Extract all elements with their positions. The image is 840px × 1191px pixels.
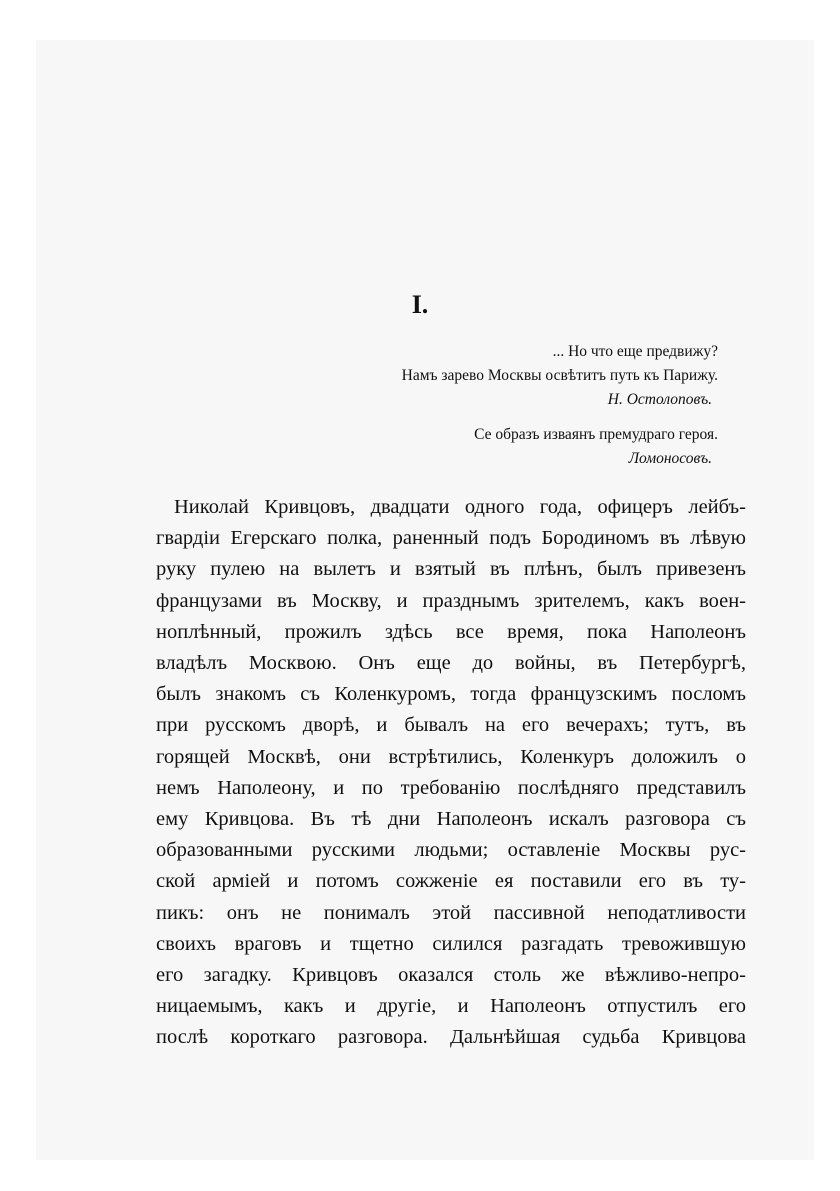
body-line: былъ знакомъ съ Коленкуромъ, тогда французскимъ посломъ: [156, 683, 746, 706]
body-line: ской арміей и потомъ сожженіе ея поставили его въ ту-: [156, 870, 746, 893]
body-text: [156, 492, 746, 1054]
body-line: послѣ короткаго разговора. Дальнѣйшая судьба Кривцова: [156, 1026, 746, 1049]
body-line: ноплѣнный, прожилъ здѣсь все время, пока Наполеонъ: [156, 620, 746, 643]
body-line: владѣлъ Москвою. Онъ еще до войны, въ Петербургѣ,: [156, 652, 746, 675]
epigraph-author: Ломоносовъ.: [628, 450, 712, 467]
epigraph-line: Намъ зарево Москвы освѣтитъ путь къ Парижу.: [401, 367, 718, 384]
body-line: горящей Москвѣ, они встрѣтились, Коленкуръ доложилъ о: [156, 745, 746, 768]
body-line: образованными русскими людьми; оставленіе Москвы рус-: [156, 839, 746, 862]
epigraph-author: Н. Остолоповъ.: [607, 391, 712, 408]
body-line: гвардіи Егерскаго полка, раненный подъ Бородиномъ въ лѣвую: [156, 527, 746, 550]
body-line: немъ Наполеону, и по требованію послѣдняго представилъ: [156, 776, 746, 799]
body-line: французами въ Москву, и празднымъ зрителемъ, какъ воен-: [156, 589, 746, 612]
body-line: при русскомъ дворѣ, и бывалъ на его вечерахъ; тутъ, въ: [156, 714, 746, 737]
epigraph-2: [474, 423, 718, 471]
body-line: руку пулею на вылетъ и взятый въ плѣнъ, былъ привезенъ: [156, 558, 746, 581]
body-line: пикъ: онъ не понималъ этой пассивной неподатливости: [156, 901, 746, 924]
body-line: ницаемымъ, какъ и другіе, и Наполеонъ отпустилъ его: [156, 995, 746, 1018]
body-line: своихъ враговъ и тщетно силился разгадать тревожившую: [156, 932, 746, 955]
body-line: его загадку. Кривцовъ оказался столь же вѣжливо-непро-: [156, 964, 746, 987]
body-line: ему Кривцова. Въ тѣ дни Наполеонъ искалъ разговора съ: [156, 808, 746, 831]
epigraph-line: Се образъ изваянъ премудраго героя.: [474, 426, 718, 443]
epigraph-line: ... Но что еще предвижу?: [552, 343, 718, 360]
epigraph-1: [402, 340, 718, 412]
chapter-number: I.: [411, 290, 429, 319]
body-line: Николай Кривцовъ, двадцати одного года, офицеръ лейбъ-: [174, 496, 746, 518]
